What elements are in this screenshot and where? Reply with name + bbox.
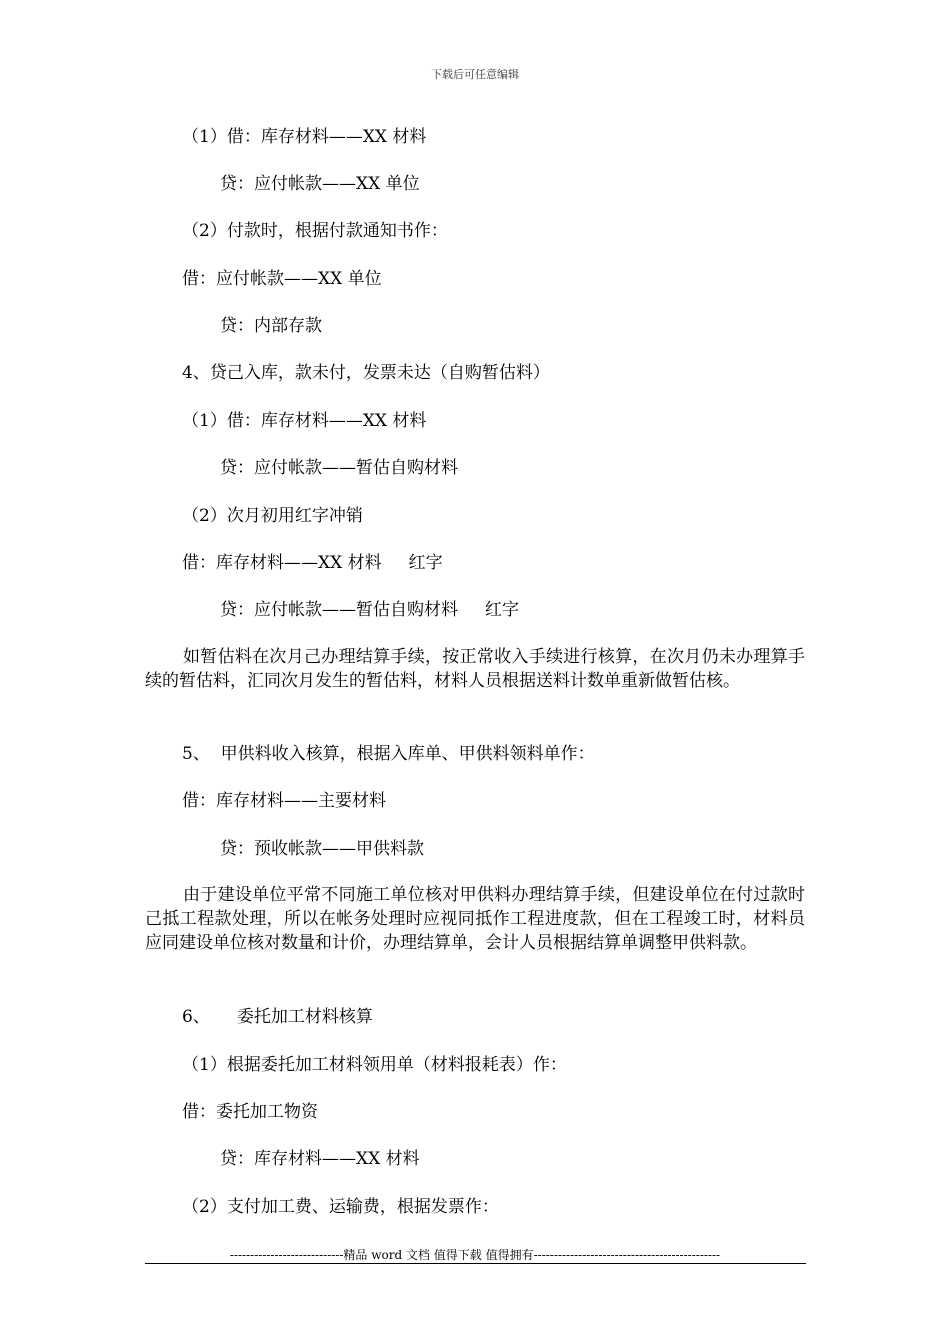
footer-divider — [145, 1263, 806, 1264]
text-line: 贷：预收帐款——甲供料款 — [220, 839, 424, 859]
text-line: 借：库存材料——XX 材料 红字 — [182, 553, 443, 573]
text-line: （2）付款时，根据付款通知书作： — [182, 221, 448, 241]
text-line: 贷：内部存款 — [220, 316, 322, 336]
section-heading: 5、 甲供料收入核算，根据入库单、甲供料领料单作： — [182, 744, 595, 764]
text-line: 贷：应付帐款——XX 单位 — [220, 174, 420, 194]
text-line: 贷：应付帐款——暂估自购材料 红字 — [220, 600, 520, 620]
text-line: 贷：应付帐款——暂估自购材料 — [220, 458, 458, 478]
text-line: （1）借：库存材料——XX 材料 — [182, 127, 427, 147]
text-line: 贷：库存材料——XX 材料 — [220, 1149, 420, 1169]
text-line: （2）次月初用红字冲销 — [182, 506, 363, 526]
page-footer: ----------------------------精品 word 文档 值得下载 值得拥有---------------------------------------------- — [229, 1248, 721, 1262]
text-line: 借：库存材料——主要材料 — [182, 791, 386, 811]
text-line: 借：应付帐款——XX 单位 — [182, 269, 382, 289]
page-header: 下载后可任意编辑 — [431, 68, 519, 81]
text-line: （2）支付加工费、运输费，根据发票作： — [182, 1197, 499, 1217]
text-line: （1）根据委托加工材料领用单（材料报耗表）作： — [182, 1055, 567, 1075]
paragraph: 如暂估料在次月己办理结算手续，按正常收入手续进行核算，在次月仍未办理算手续的暂估料，汇同次月发生的暂估料，材料人员根据送料计数单重新做暂估核。 — [145, 647, 805, 691]
section-heading: 6、 委托加工材料核算 — [182, 1007, 373, 1027]
section-heading: 4、贷己入库，款未付，发票未达（自购暂估料） — [182, 363, 550, 383]
text-line: 借：委托加工物资 — [182, 1102, 318, 1122]
text-line: （1）借：库存材料——XX 材料 — [182, 411, 427, 431]
paragraph: 由于建设单位平常不同施工单位核对甲供料办理结算手续，但建设单位在付过款时己抵工程款处理，所以在帐务处理时应视同抵作工程进度款，但在工程竣工时，材料员应同建设单位核对数量和计价，办理结算单，会计人员根据结算单调整甲供料款。 — [145, 885, 805, 953]
